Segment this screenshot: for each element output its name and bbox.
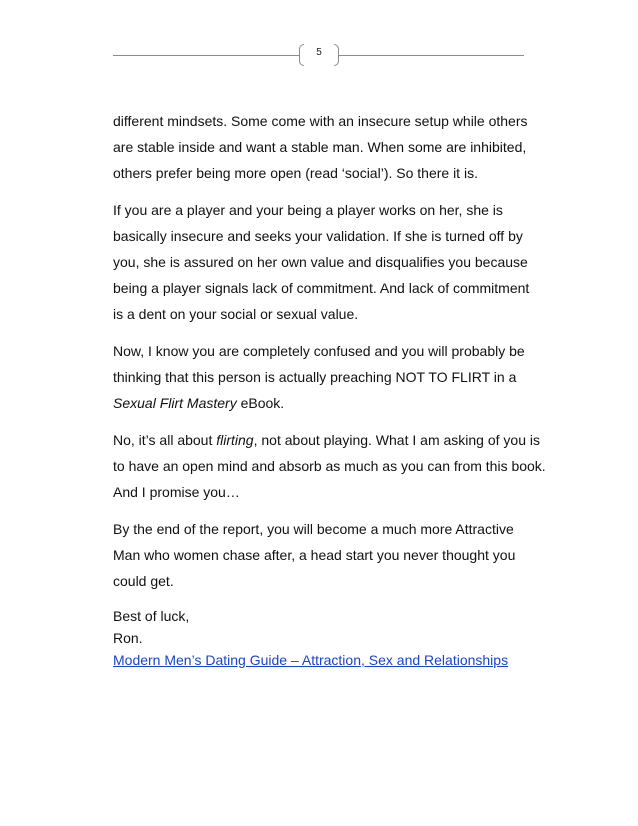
text-line: No, it’s all about <box>113 432 217 448</box>
page-number: 5 <box>316 47 322 58</box>
text-line: , not about playing. What I am asking of you is <box>253 432 540 448</box>
text-line: different mindsets. Some come with an insecure setup while others <box>113 113 528 129</box>
paragraph-mindsets <box>113 108 533 186</box>
text-line: And I promise you… <box>113 484 240 500</box>
page-number-bracket-left <box>299 44 304 66</box>
text-line: thinking that this person is actually preaching NOT TO FLIRT in a <box>113 369 517 385</box>
text-line: others prefer being more open (read ‘social’). So there it is. <box>113 165 478 181</box>
paragraph-confused <box>113 338 533 416</box>
header-rule-left <box>113 55 299 56</box>
text-line: you, she is assured on her own value and disqualifies you because <box>113 254 528 270</box>
guide-link[interactable]: Modern Men’s Dating Guide – Attraction, Sex and Relationships <box>113 652 509 668</box>
text-line: is a dent on your social or sexual value. <box>113 306 359 322</box>
book-title: Sexual Flirt Mastery <box>113 395 237 411</box>
text-line: could get. <box>113 573 174 589</box>
header-rule-right <box>339 55 524 56</box>
paragraph-report <box>113 516 533 594</box>
text-line: Now, I know you are completely confused and you will probably be <box>113 343 525 359</box>
paragraph-flirting <box>113 427 546 505</box>
text-line: eBook. <box>236 395 285 411</box>
text-line: to have an open mind and absorb as much as you can from this book. <box>113 458 546 474</box>
text-line: are stable inside and want a stable man. When some are inhibited, <box>113 139 527 155</box>
emphasis-flirting: flirting <box>216 432 254 448</box>
text-line: If you are a player and your being a player works on her, she is <box>113 202 503 218</box>
closing-name: Ron. <box>113 630 143 646</box>
page-body <box>113 108 546 671</box>
text-line: basically insecure and seeks your validation. If she is turned off by <box>113 228 523 244</box>
text-line: By the end of the report, you will become a much more Attractive <box>113 521 514 537</box>
text-line: being a player signals lack of commitment. And lack of commitment <box>113 280 530 296</box>
paragraph-player <box>113 197 533 327</box>
closing-signoff: Best of luck, <box>113 608 190 624</box>
text-line: Man who women chase after, a head start you never thought you <box>113 547 516 563</box>
